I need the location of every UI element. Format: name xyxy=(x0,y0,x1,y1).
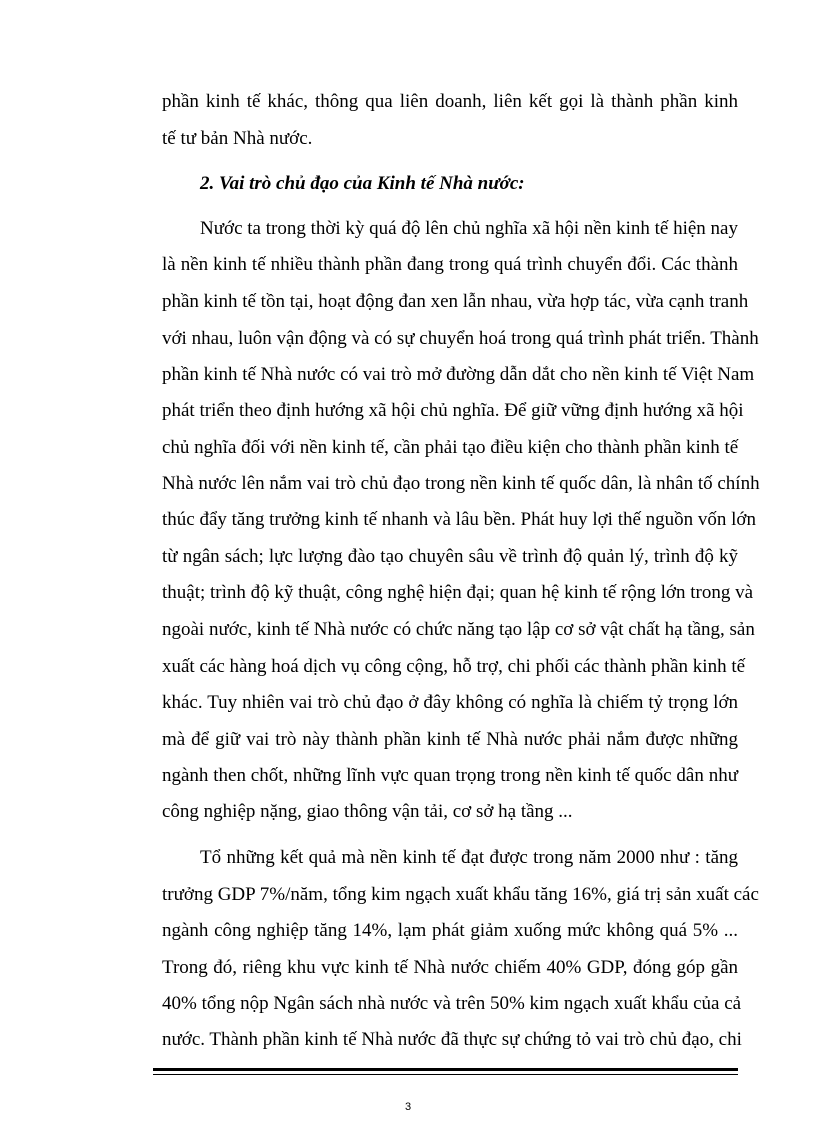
paragraph1-line-15: mà để giữ vai trò này thành phần kinh tế Nhà nước phải nắm được những xyxy=(162,729,738,750)
paragraph1-line-6: phát triển theo định hướng xã hội chủ nghĩa. Để giữ vững định hướng xã hội xyxy=(162,400,744,421)
footer-rule-thick xyxy=(153,1068,738,1071)
footer-rule-thin xyxy=(153,1074,738,1075)
paragraph2-line-4: Trong đó, riêng khu vực kinh tế Nhà nước chiếm 40% GDP, đóng góp gần xyxy=(162,957,738,978)
paragraph1-line-1: Nước ta trong thời kỳ quá độ lên chủ nghĩa xã hội nền kinh tế hiện nay xyxy=(200,218,738,239)
paragraph1-line-8: Nhà nước lên nắm vai trò chủ đạo trong nền kinh tế quốc dân, là nhân tố chính xyxy=(162,473,760,494)
paragraph1-line-3: phần kinh tế tồn tại, hoạt động đan xen lẫn nhau, vừa hợp tác, vừa cạnh tranh xyxy=(162,291,749,312)
paragraph1-line-13: xuất các hàng hoá dịch vụ công cộng, hỗ trợ, chi phối các thành phần kinh tế xyxy=(162,656,746,677)
intro-line-1: phần kinh tế khác, thông qua liên doanh, liên kết gọi là thành phần kinh xyxy=(162,91,738,112)
paragraph1-line-10: từ ngân sách; lực lượng đào tạo chuyên sâu về trình độ quản lý, trình độ kỹ xyxy=(162,546,738,567)
paragraph1-line-7: chủ nghĩa đối với nền kinh tế, cần phải tạo điều kiện cho thành phần kinh tế xyxy=(162,437,739,458)
paragraph1-line-12: ngoài nước, kinh tế Nhà nước có chức năng tạo lập cơ sở vật chất hạ tầng, sản xyxy=(162,619,755,640)
paragraph1-line-4: với nhau, luôn vận động và có sự chuyển hoá trong quá trình phát triển. Thành xyxy=(162,328,759,349)
paragraph2-line-2: trưởng GDP 7%/năm, tổng kim ngạch xuất khẩu tăng 16%, giá trị sản xuất các xyxy=(162,884,759,905)
paragraph1-line-11: thuật; trình độ kỹ thuật, công nghệ hiện đại; quan hệ kinh tế rộng lớn trong và xyxy=(162,582,754,603)
paragraph1-line-2: là nền kinh tế nhiều thành phần đang trong quá trình chuyển đổi. Các thành xyxy=(162,254,738,275)
paragraph1-line-14: khác. Tuy nhiên vai trò chủ đạo ở đây không có nghĩa là chiếm tỷ trọng lớn xyxy=(162,692,738,713)
paragraph1-line-5: phần kinh tế Nhà nước có vai trò mở đường dẫn dắt cho nền kinh tế Việt Nam xyxy=(162,364,755,385)
paragraph2-line-6: nước. Thành phần kinh tế Nhà nước đã thực sự chứng tỏ vai trò chủ đạo, chi xyxy=(162,1029,742,1050)
paragraph1-line-16: ngành then chốt, những lĩnh vực quan trọng trong nền kinh tế quốc dân như xyxy=(162,765,738,786)
page-number: 3 xyxy=(404,1101,412,1113)
paragraph1-line-9: thúc đẩy tăng trưởng kinh tế nhanh và lâu bền. Phát huy lợi thế nguồn vốn lớn xyxy=(162,509,756,530)
intro-line-2: tế tư bản Nhà nước. xyxy=(162,128,313,149)
paragraph2-line-3: ngành công nghiệp tăng 14%, lạm phát giảm xuống mức không quá 5% ... xyxy=(162,920,738,941)
paragraph2-line-1: Tổ những kết quả mà nền kinh tế đạt được trong năm 2000 như : tăng xyxy=(200,847,738,868)
paragraph1-line-17: công nghiệp nặng, giao thông vận tải, cơ sở hạ tầng ... xyxy=(162,801,573,822)
section-heading: 2. Vai trò chủ đạo của Kinh tế Nhà nước: xyxy=(200,173,525,194)
paragraph2-line-5: 40% tổng nộp Ngân sách nhà nước và trên 50% kim ngạch xuất khẩu của cả xyxy=(162,993,742,1014)
